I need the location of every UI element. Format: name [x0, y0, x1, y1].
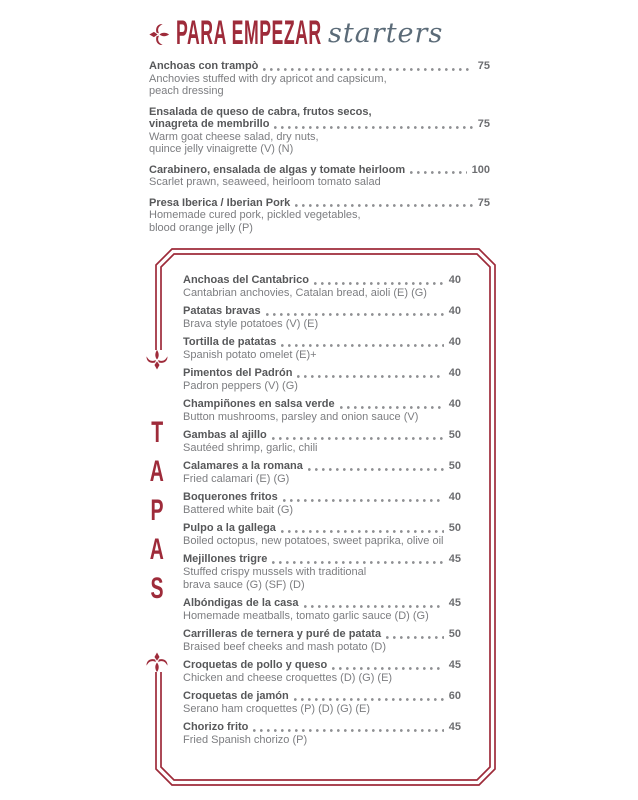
menu-item	[183, 429, 461, 455]
item-name: Chorizo frito	[183, 721, 249, 733]
dotted-leader	[295, 204, 473, 207]
item-description: Brava style potatoes (V) (E)	[183, 318, 319, 330]
item-description: blood orange jelly (P)	[149, 221, 253, 234]
tapas-letter: A	[149, 533, 165, 566]
dotted-leader	[297, 375, 443, 378]
menu-item	[149, 164, 490, 189]
menu-item	[183, 398, 461, 424]
item-name: Anchoas con trampò	[149, 60, 259, 72]
item-price: 100	[471, 163, 490, 176]
item-name: Anchoas del Cantabrico	[183, 274, 309, 286]
item-leader-row	[183, 628, 461, 641]
menu-item	[149, 60, 490, 98]
item-name: Croquetas de jamón	[183, 690, 289, 702]
item-price: 50	[448, 460, 461, 472]
dotted-leader	[266, 313, 444, 316]
item-price: 45	[448, 721, 461, 733]
tapas-letter: T	[151, 416, 163, 449]
dotted-leader	[281, 344, 443, 347]
item-description: Braised beef cheeks and mash potato (D)	[183, 641, 387, 653]
item-price: 40	[448, 336, 461, 348]
menu-item	[183, 274, 461, 300]
item-name: Gambas al ajillo	[183, 429, 267, 441]
item-leader-row	[183, 597, 461, 610]
dotted-leader	[272, 561, 443, 564]
tapas-vertical-label	[141, 350, 173, 672]
item-name: Patatas bravas	[183, 305, 261, 317]
item-description: peach dressing	[149, 85, 224, 97]
item-name: Carabinero, ensalada de algas y tomate heirloom	[149, 163, 406, 176]
menu-item	[183, 367, 461, 393]
item-price: 45	[448, 659, 461, 671]
dotted-leader	[281, 530, 444, 533]
tapas-letter: A	[149, 455, 165, 488]
menu-item	[183, 721, 461, 747]
section-title: PARA EMPEZAR	[176, 14, 322, 52]
menu-item	[183, 491, 461, 517]
item-leader-row	[183, 553, 461, 566]
dotted-leader	[272, 437, 444, 440]
menu-item	[183, 659, 461, 685]
item-description: Spanish potato omelet (E)+	[183, 349, 317, 361]
item-description: Homemade meatballs, tomato garlic sauce (D) (G)	[183, 610, 429, 622]
menu-item	[183, 597, 461, 623]
tapas-letter: P	[150, 494, 164, 527]
item-price: 75	[477, 196, 490, 209]
item-description: Cantabrian anchovies, Catalan bread, aioli (E) (G)	[183, 287, 427, 299]
dotted-leader	[304, 605, 444, 608]
item-description: Button mushrooms, parsley and onion sauce (V)	[183, 411, 419, 423]
item-name: Tortilla de patatas	[183, 336, 277, 348]
menu-item	[183, 305, 461, 331]
item-description: Padron peppers (V) (G)	[183, 380, 298, 392]
item-price: 40	[448, 491, 461, 503]
item-leader-row	[183, 522, 461, 535]
dotted-leader	[294, 698, 444, 701]
item-description: brava sauce (G) (SF) (D)	[183, 579, 305, 591]
item-description: Scarlet prawn, seaweed, heirloom tomato salad	[149, 176, 381, 188]
dotted-leader	[332, 667, 444, 670]
item-name: Pulpo a la gallega	[183, 522, 276, 534]
dotted-leader	[263, 68, 472, 71]
item-description: Homemade cured pork, pickled vegetables,	[149, 209, 361, 221]
item-leader-row	[183, 659, 461, 672]
menu-item	[183, 690, 461, 716]
item-leader-row	[183, 367, 461, 380]
item-leader-row	[183, 491, 461, 504]
item-leader-row	[183, 336, 461, 349]
section-subtitle: starters	[328, 18, 444, 49]
item-price: 75	[477, 118, 490, 130]
item-name: Calamares a la romana	[183, 460, 303, 472]
item-leader-row	[149, 118, 490, 131]
starters-list	[149, 60, 490, 234]
item-description: Fried calamari (E) (G)	[183, 473, 290, 485]
item-name: Boquerones fritos	[183, 491, 278, 503]
menu-item	[149, 106, 490, 156]
item-description: Stuffed crispy mussels with traditional	[183, 566, 367, 578]
item-name: Ensalada de queso de cabra, frutos secos,	[149, 105, 372, 118]
menu-item	[183, 336, 461, 362]
fleuron-up-icon	[146, 350, 168, 370]
dotted-leader	[283, 499, 444, 502]
dotted-leader	[340, 406, 444, 409]
item-leader-row	[149, 164, 490, 177]
item-description: Fried Spanish chorizo (P)	[183, 734, 308, 746]
tapas-list	[183, 274, 461, 747]
item-description: Warm goat cheese salad, dry nuts,	[149, 130, 319, 143]
menu-item	[149, 197, 490, 235]
item-price: 40	[448, 367, 461, 379]
section-header	[148, 14, 443, 53]
item-description: Chicken and cheese croquettes (D) (G) (E)	[183, 672, 393, 684]
menu-item	[183, 553, 461, 592]
tapas-letter: S	[150, 572, 164, 605]
item-leader-row	[183, 305, 461, 318]
item-leader-row	[183, 721, 461, 734]
tapas-letters	[146, 416, 168, 605]
item-description: Boiled octopus, new potatoes, sweet paprika, olive oil	[183, 535, 444, 547]
menu-item	[183, 460, 461, 486]
menu-item	[183, 628, 461, 654]
item-price: 40	[448, 274, 461, 286]
item-name: Champiñones en salsa verde	[183, 398, 335, 410]
dotted-leader	[274, 126, 472, 129]
dotted-leader	[410, 171, 466, 174]
item-price: 50	[448, 429, 461, 441]
item-leader-row	[149, 60, 490, 73]
item-price: 50	[448, 522, 461, 534]
item-price: 40	[448, 398, 461, 410]
item-leader-row	[149, 197, 490, 210]
item-leader-row	[183, 274, 461, 287]
item-price: 45	[448, 597, 461, 609]
item-price: 45	[448, 553, 461, 565]
item-name: Pimentos del Padrón	[183, 367, 293, 379]
item-leader-row	[183, 690, 461, 703]
item-description: Sautéed shrimp, garlic, chili	[183, 442, 318, 454]
item-leader-row	[183, 460, 461, 473]
item-description: Anchovies stuffed with dry apricot and capsicum,	[149, 72, 387, 85]
item-name: Presa Iberica / Iberian Pork	[149, 196, 291, 209]
dotted-leader	[308, 468, 444, 471]
item-price: 50	[448, 628, 461, 640]
dotted-leader	[314, 282, 444, 285]
item-name: vinagreta de membrillo	[149, 118, 270, 130]
item-name: Albóndigas de la casa	[183, 597, 299, 609]
tapas-box	[149, 248, 496, 786]
section-title-wrap	[176, 14, 322, 53]
item-name: Croquetas de pollo y queso	[183, 659, 328, 671]
item-description: Battered white bait (G)	[183, 504, 294, 516]
dotted-leader	[253, 729, 443, 732]
dotted-leader	[386, 636, 444, 639]
item-description: quince jelly vinaigrette (V) (N)	[149, 143, 294, 155]
item-price: 60	[448, 690, 461, 702]
item-price: 75	[477, 60, 490, 72]
item-name: Carrilleras de ternera y puré de patata	[183, 628, 382, 640]
fleuron-down-icon	[146, 652, 168, 672]
item-name: Mejillones trigre	[183, 553, 268, 565]
fleuron-icon	[149, 24, 170, 46]
item-description: Serano ham croquettes (P) (D) (G) (E)	[183, 703, 371, 715]
item-leader-row	[183, 429, 461, 442]
item-leader-row	[183, 398, 461, 411]
item-price: 40	[448, 305, 461, 317]
menu-item	[183, 522, 461, 548]
